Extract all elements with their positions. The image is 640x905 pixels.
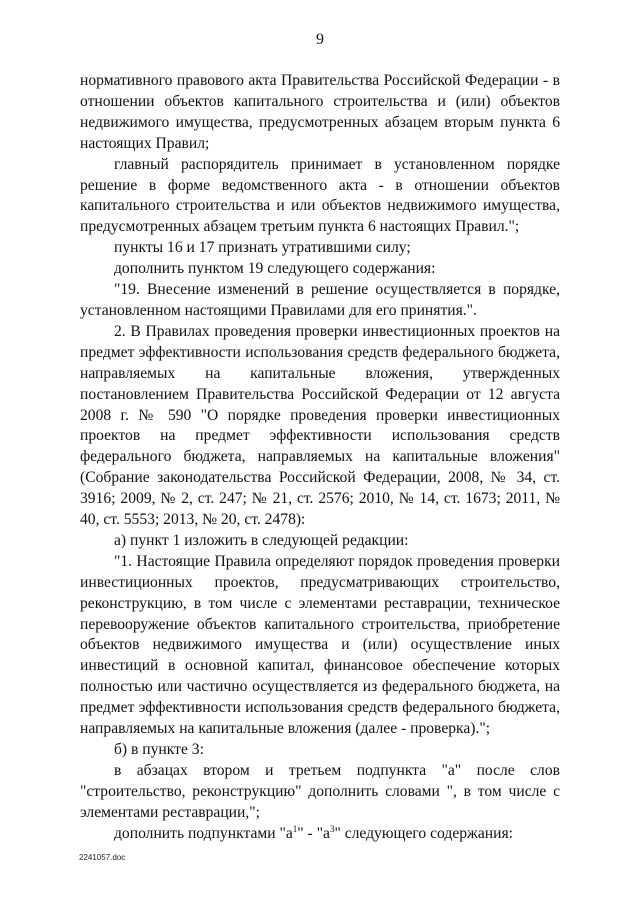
paragraph-point-19-text: "19. Внесение изменений в решение осуществляется в порядке, установленном настоящими Правилами для его принятия.".: [80, 281, 560, 319]
page-number: 9: [316, 31, 324, 48]
superscript-3: 3: [329, 823, 335, 834]
paragraph-subpoint-a: а) пункт 1 изложить в следующей редакции:: [114, 531, 409, 549]
superscript-1: 1: [292, 823, 298, 834]
paragraph-main-administrator: главный распорядитель принимает в установленном порядке решение в форме ведомственного акта - в отношении объектов капитального строительства и или объектов недвижимого имущества, предусмотренных абзацем третьим пункта 6 настоящих Правил.";: [80, 155, 560, 236]
paragraph-subpoint-b: б) в пункте 3:: [114, 741, 204, 758]
add-subpoints-middle: " - "а: [297, 824, 330, 842]
paragraph-points-16-17: пункты 16 и 17 признать утратившими силу;: [114, 239, 411, 257]
document-body: [80, 71, 560, 845]
add-subpoints-suffix: " следующего содержания:: [334, 824, 513, 842]
paragraph-continuation: нормативного правового акта Правительства Российской Федерации - в отношении объектов капитального строительства и (или) объектов недвижимого имущества, предусмотренных абзацем вторым пункта 6 настоящих Правил;: [80, 72, 560, 152]
add-subpoints-prefix: дополнить подпунктами "а: [114, 824, 293, 842]
paragraph-section-2: 2. В Правилах проведения проверки инвестиционных проектов на предмет эффективности использования средств федерального бюджета, направляемых на капитальные вложения, утвержденных постановлением Правительства Российской Федерации от 12 августа 2008 г. № 590 "О порядке проведения проверки инвестиционных проектов на предмет эффективности использования средств федерального бюджета, направляемых на капитальные вложения" (Собрание законодательства Российской Федерации, 2008, № 34, ст. 3916; 2009, № 2, ст. 247; № 21, ст. 2576; 2010, № 14, ст. 1673; 2011, № 40, ст. 5553; 2013, № 20, ст. 2478):: [80, 322, 560, 529]
paragraph-paragraphs-2-3: в абзацах втором и третьем подпункта "а" после слов "строительство, реконструкцию" дополнить словами ", в том числе с элементами реставрации,";: [80, 761, 560, 821]
paragraph-add-point-19: дополнить пунктом 19 следующего содержания:: [114, 260, 436, 278]
paragraph-point-1-text: "1. Настоящие Правила определяют порядок проведения проверки инвестиционных проектов, предусматривающих строительство, реконструкцию, в том числе с элементами реставрации, техническое перевооружение объектов капитального строительства, приобретение объектов недвижимого имущества и (или) осуществление иных инвестиций в основной капитал, финансовое обеспечение которых полностью или частично осуществляется из федерального бюджета, на предмет эффективности использования средств федерального бюджета, направляемых на капитальные вложения (далее - проверка).";: [80, 552, 560, 738]
footer-file-code: 2241057.doc: [79, 853, 126, 862]
paragraph-add-subpoints: [80, 824, 560, 845]
